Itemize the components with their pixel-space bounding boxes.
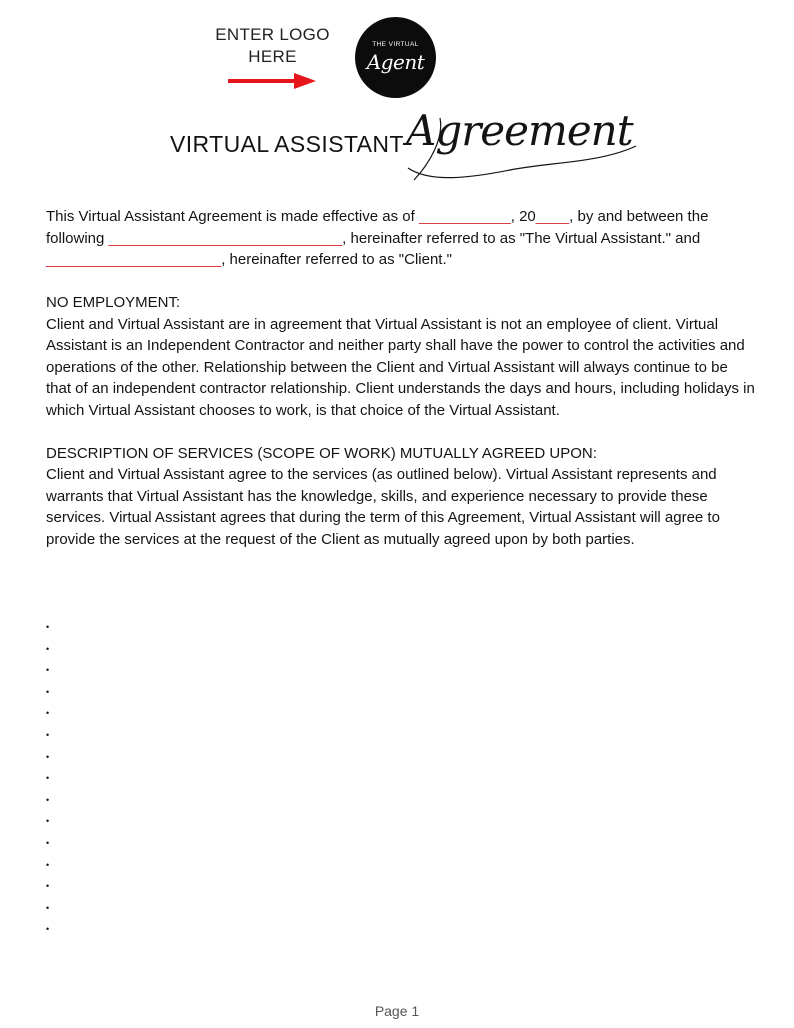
badge-script-text: Agent [366,50,425,74]
logo-placeholder-line1: ENTER LOGO [215,25,330,44]
intro-paragraph: This Virtual Assistant Agreement is made effective as of ___________, 20____, by and between the following ____________________________, hereinafter referred to as "The Virtual Assistant." and _____________________, hereinafter referred to as "Client." [46,208,709,268]
list-item[interactable] [46,850,49,872]
employment-body: Client and Virtual Assistant are in agreement that Virtual Assistant is not an employee of client. Virtual Assistant is an Independent Contractor and neither party shall have the power to control the activities and operations of the other. Relationship between the Client and Virtual Assistant will always continue to be that of an independent contractor relationship. Client understands the days and hours, including holidays in which Virtual Assistant chooses to work, is that choice of the Virtual Assistant. [46,315,755,419]
services-body: Client and Virtual Assistant agree to the services (as outlined below). Virtual Assistant represents and warrants that Virtual Assistant has the knowledge, skills, and experience necessary to provide these services. Virtual Assistant agrees that during the term of this Agreement, Virtual Assistant will agree to provide the services at the request of the Client as mutually agreed upon by both parties. [46,466,720,548]
badge-top-text: THE VIRTUAL [372,41,419,48]
list-item[interactable] [46,806,49,828]
list-item[interactable] [46,763,49,785]
list-item[interactable] [46,871,49,893]
brand-logo-badge [355,17,436,98]
list-item[interactable] [46,655,49,677]
title-flourish-decoration [400,108,640,188]
employment-heading: NO EMPLOYMENT: [46,294,181,311]
agreement-body [46,206,756,572]
list-item[interactable] [46,720,49,742]
blank-date-field[interactable]: ___________ [418,208,511,225]
title-script-text: Agreement [406,106,633,155]
blank-client-name-field[interactable]: _____________________ [46,251,222,268]
document-title [168,108,648,188]
blank-va-name-field[interactable]: ____________________________ [108,229,343,247]
list-item[interactable] [46,828,49,850]
title-plain-text: VIRTUAL ASSISTANT [170,131,404,157]
list-item[interactable] [46,785,49,807]
services-heading: DESCRIPTION OF SERVICES (SCOPE OF WORK) MUTUALLY AGREED UPON: [46,444,597,462]
list-item[interactable] [46,742,49,764]
logo-placeholder-text [200,24,345,68]
blank-year-field[interactable]: ____ [535,208,570,225]
logo-placeholder-line2: HERE [248,47,297,66]
list-item[interactable] [46,698,49,720]
list-item[interactable] [46,914,49,936]
list-item[interactable] [46,677,49,699]
list-item[interactable] [46,634,49,656]
list-item[interactable] [46,612,49,634]
page-number: Page 1 [374,1003,420,1019]
arrow-right-icon [228,72,318,90]
list-item[interactable] [46,893,49,915]
services-bullet-list [46,612,49,936]
